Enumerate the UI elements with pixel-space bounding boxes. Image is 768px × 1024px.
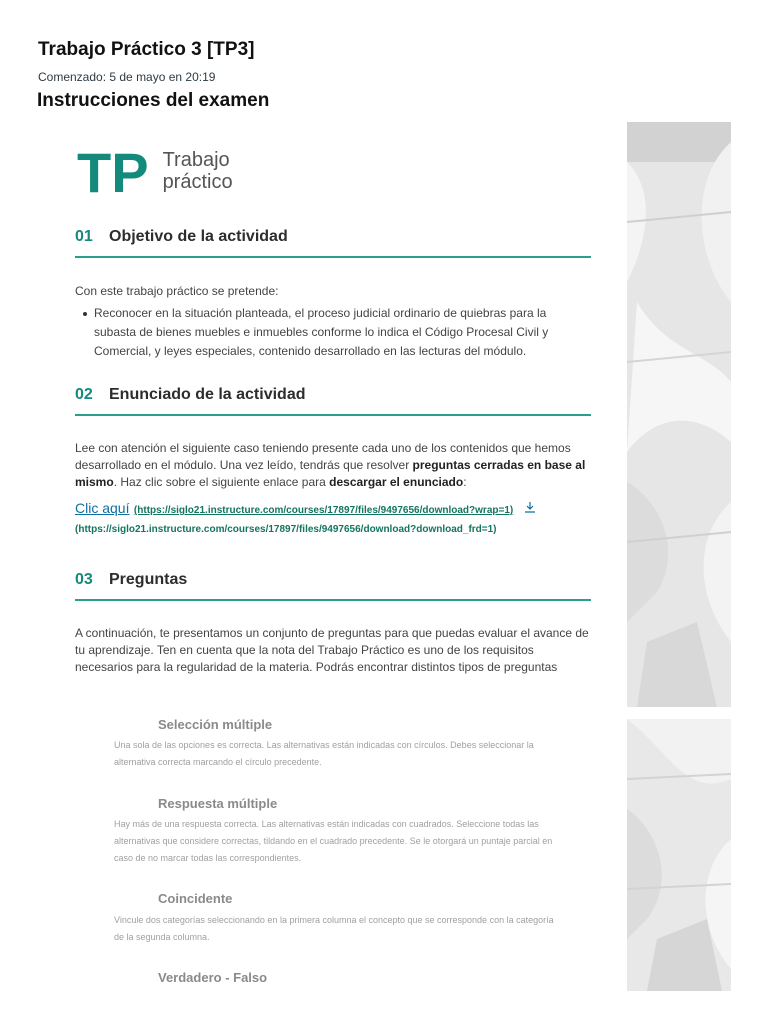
enunciado-text-1: Lee con atención el siguiente caso teniendo presente cada uno de los contenidos que hemos desarrollado en el módulo. Una vez leído, tendrás que resolver: [75, 441, 571, 472]
section-number: 03: [75, 571, 93, 588]
download-link-line: [75, 500, 591, 518]
download-icon[interactable]: [524, 501, 536, 516]
tp-logo-line2: práctico: [162, 171, 233, 193]
tp-logo-line1: Trabajo: [162, 149, 230, 171]
objetivo-intro: Con este trabajo práctico se pretende:: [75, 284, 279, 298]
qtype-desc: Una sola de las opciones es correcta. Las alternativas están indicadas con círculos. Debes seleccionar la alternativa correcta marcando el círculo precedente.: [114, 740, 534, 767]
section-label: Preguntas: [109, 571, 188, 588]
clic-aqui-link[interactable]: Clic aquí: [75, 500, 130, 516]
qtype-title: Selección múltiple: [158, 717, 273, 732]
qtype-title: Respuesta múltiple: [158, 796, 278, 811]
qtype-title: Verdadero - Falso: [158, 970, 268, 985]
qtype-desc: Vincule dos categorías seleccionando en la primera columna el concepto que se corresponde con la categoría de la segunda columna.: [114, 915, 554, 942]
enunciado-paragraph: [75, 440, 591, 491]
started-timestamp: Comenzado: 5 de mayo en 20:19: [38, 70, 216, 84]
enunciado-text-2: . Haz clic sobre el siguiente enlace para: [113, 475, 330, 489]
tp-logo-text: [163, 149, 233, 193]
instructions-title: Instrucciones del examen: [37, 90, 270, 111]
section-heading-objetivo: [75, 228, 591, 258]
qtype-desc: Hay más de una respuesta correcta. Las alternativas están indicadas con cuadrados. Seleccione todas las alternativas que considere correctas, tildando en el cuadrado precedente. Se le otorgará un puntaje parcial en caso de no marcar todas las correspondientes.: [114, 819, 553, 863]
section-label: Enunciado de la actividad: [109, 386, 306, 403]
decorative-architecture-image: [627, 719, 731, 991]
enunciado-bold-2: descargar el enunciado: [329, 475, 464, 489]
qtype-title: Coincidente: [158, 891, 233, 906]
section-label: Objetivo de la actividad: [109, 228, 288, 245]
download-direct-link[interactable]: (https://siglo21.instructure.com/courses/17897/files/9497656/download?download_frd=1): [75, 524, 497, 535]
section-heading-preguntas: [75, 571, 591, 601]
enunciado-text-3: :: [463, 475, 467, 489]
enunciado-bold-1: preguntas cerradas en base al mismo: [75, 458, 586, 489]
link-url[interactable]: (https://siglo21.instructure.com/courses/17897/files/9497656/download?wrap=1): [133, 505, 514, 516]
list-item: Reconocer en la situación planteada, el proceso judicial ordinario de quiebras para la subasta de bienes muebles e inmuebles conforme lo indica el Código Procesal Civil y Comercial, y leyes especiales, contenido desarrollado en las lecturas del módulo.: [80, 304, 590, 361]
page-title: Trabajo Práctico 3 [TP3]: [38, 39, 255, 60]
section-number: 02: [75, 386, 93, 403]
tp-logo: [77, 143, 233, 203]
decorative-architecture-image: [627, 122, 731, 707]
section-heading-enunciado: [75, 386, 591, 416]
objetivo-list: [80, 304, 590, 361]
tp-logo-letters: TP: [77, 141, 149, 204]
section-number: 01: [75, 228, 93, 245]
preguntas-intro: A continuación, te presentamos un conjunto de preguntas para que puedas evaluar el avance de tu aprendizaje. Ten en cuenta que la nota del Trabajo Práctico es uno de los requisitos necesarios para la regularidad de la materia. Podrás encontrar distintos tipos de preguntas: [75, 626, 589, 674]
